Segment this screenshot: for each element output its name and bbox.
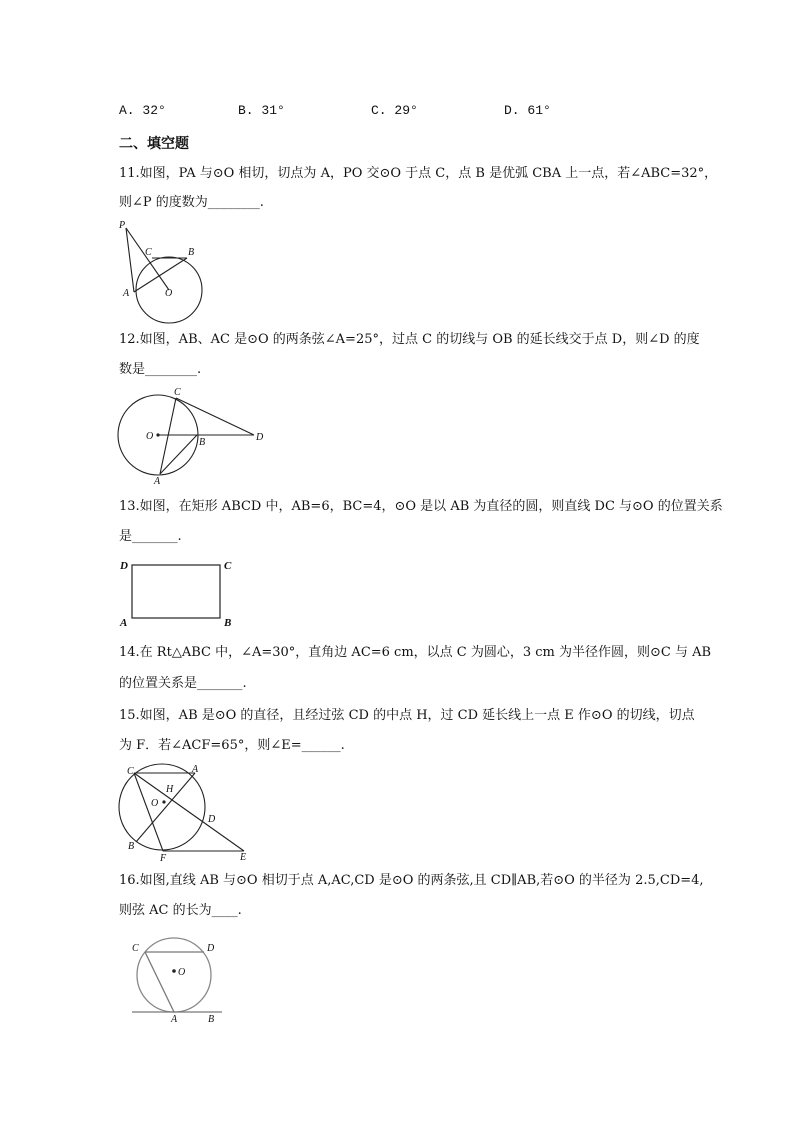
q13-label-d: D [120,560,128,572]
question-15-line-1: 15.如图，AB 是⊙O 的直径，且经过弦 CD 的中点 H，过 CD 延长线上一点 E 作⊙O 的切线，切点 [119,708,695,723]
q13-label-a: A [120,617,128,629]
question-13-line-1: 13.如图，在矩形 ABCD 中，AB=6，BC=4，⊙O 是以 AB 为直径的圆，则直线 DC 与⊙O 的位置关系 [119,499,723,514]
q15-label-f: F [160,853,167,864]
q11-figure [112,218,212,328]
q15-figure [112,762,262,864]
q16-figure [112,935,242,1025]
q11-label-p: P [119,220,126,231]
question-16-line-1: 16.如图,直线 AB 与⊙O 相切于点 A,AC,CD 是⊙O 的两条弦,且 CD∥AB,若⊙O 的半径为 2.5,CD=4, [119,873,704,888]
q11-label-a: A [123,288,130,299]
q13-figure [112,556,242,630]
q13-label-b: B [224,617,232,629]
q15-label-a: A [192,764,199,775]
q15-label-e: E [240,852,247,863]
q15-label-d: D [208,814,216,825]
question-11-line-1: 11.如图，PA 与⊙O 相切，切点为 A，PO 交⊙O 于点 C，点 B 是优弧 CBA 上一点，若∠ABC=32°， [119,166,718,181]
q16-label-a: A [171,1014,178,1025]
q16-label-d: D [207,943,215,954]
question-12-line-1: 12.如图，AB、AC 是⊙O 的两条弦∠A=25°，过点 C 的切线与 OB 的延长线交于点 D，则∠D 的度 [119,332,700,347]
question-14-line-2: 的位置关系是_______. [119,676,247,691]
section-heading: 二、填空题 [119,136,189,152]
q16-label-o: O [178,967,186,978]
q12-label-b: B [199,437,206,448]
question-16-line-2: 则弦 AC 的长为____. [119,903,242,918]
q12-label-o: O [146,431,154,442]
question-13-line-2: 是_______. [119,529,182,544]
q16-label-c: C [132,943,139,954]
q13-label-c: C [224,560,232,572]
q16-label-b: B [208,1014,215,1025]
q11-label-b: B [188,247,195,258]
q15-label-b: B [128,841,135,852]
question-12-line-2: 数是________. [119,362,202,377]
q12-figure [112,385,272,485]
q11-label-c: C [145,247,152,258]
q15-label-h: H [166,784,174,795]
option-a: A. 32° [119,103,166,118]
q11-label-o: O [165,288,173,299]
question-11-line-2: 则∠P 的度数为________. [119,195,264,210]
q15-label-o: O [151,798,159,809]
option-d: D. 61° [504,103,551,118]
question-14-line-1: 14.在 Rt△ABC 中，∠A=30°，直角边 AC=6 cm，以点 C 为圆心，3 cm 为半径作圆，则⊙C 与 AB [119,645,712,660]
q15-label-c: C [127,766,134,777]
option-c: C. 29° [371,103,418,118]
q12-label-a: A [154,476,161,485]
q12-label-c: C [174,387,181,398]
question-15-line-2: 为 F．若∠ACF=65°，则∠E=______. [119,738,345,753]
q12-label-d: D [256,432,264,443]
option-b: B. 31° [238,103,285,118]
